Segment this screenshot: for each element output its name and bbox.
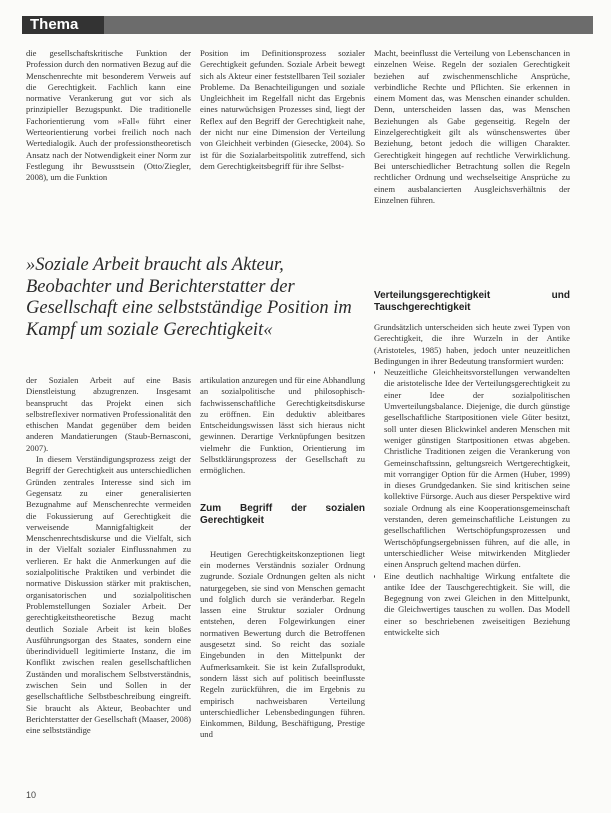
- column1-top-text: die gesellschaftskritische Funktion der Profession durch den normativen Bezug auf die Menschenrechte mit besonderem Verweis auf die Gerechtigkeit. Fachlich kann eine normative Verankerung gut vor sich als prinzipieller Bezugspunkt. Die traditionelle Fachorientierung vom »Fall« führt einer Werteorientierung vorbei freilich noch nach Wertedialogik. Auch der professionstheoretisch Ansatz nach der Notwendigkeit einer Norm zur Festlegung ihr Bewusstsein (Otto/Ziegler, 2008), um die Funktion: [26, 48, 191, 183]
- pullquote: »Soziale Arbeit braucht als Akteur, Beobachter und Berichterstatter der Gesellschaft eine selbstständige Position im Kampf um soziale Gerechtigkeit«: [26, 255, 352, 340]
- column1-bottom-para: In diesem Verständigungsprozess zeigt der Begriff der Gerechtigkeit aus unterschiedlichen Gründen zentrales Interesse sind sich im Gegensatz zu einer generalisierten Bezugnahme auf Menschenrechte vermeiden die Fokussierung auf Gerechtigkeit die verweisende Mannigfaltigkeit der Menschenrechtsdiskurse und die Vielfalt, sich in der Vielfalt sozialer Einflussnahmen zu verlieren. Er hakt die Anmerkungen auf die sozialpolitische Praktiken und verbindet die normative Diskussion stärker mit praktischen, organisatorischen und sozialpolitischen Problemstellungen Sozialer Arbeit. Der gerechtigkeitstheoretische Bezug macht deutlich Soziale Arbeit ist kein bloßes Ausführungsorgan des Staates, sondern eine überindividuell legitimierte Instanz, die im Konflikt zwischen realen gesellschaftlichen Zuständen und moralischem Selbstverständnis, zwischen Sein und Sollen in der gesellschaftliche Selbstbeschreibung eingreift. Sie braucht als Akteur, Beobachter und Berichterstatter der Gesellschaft (Maaser, 2008) eine selbstständige: [26, 454, 191, 736]
- column3: [374, 48, 570, 788]
- column2-top-text: Position im Definitionsprozess sozialer Gerechtigkeit gefunden. Soziale Arbeit bewegt sich als Akteur einer feststellbaren Teil sozialer Probleme. Da Benachteiligungen und soziale Ungleichheit im Regelfall nicht das Ergebnis eines naturwüchsigen Prozesses sind, liegt der Reflex auf den Begriff der Gerechtigkeit nahe, der nicht nur eine Dimension der Verteilung von Gleichheit verbinden (Giesecke, 2004). So ist für die Sozialarbeitspolitik zutreffend, sich dem Gerechtigkeitsbegriff für ihre Selbst-: [200, 48, 365, 171]
- column3-top-text: Macht, beeinflusst die Verteilung von Lebenschancen in einzelnen Weise. Regeln der sozialen Gerechtigkeit beziehen auf zwischenmenschliche Ansprüche, verbindliche Rechte und Pflichten. Sie erkennen in einem Moment das, was Menschen einander schulden. Denn, unterscheiden lassen das, was Menschen Beziehungen als Gabe gegenseitig. Regeln der Einzelgerechtigkeit gilt als wünschenswertes über Beziehung, betont jedoch die willigen Charakter. Gerechtigkeit hingegen auf rechtliche Verwirklichung. Bei unterschiedlicher Betrachtung sollen die Regeln rechtlicher Ordnung und wechselseitige Ansprüche zu einem ausbalancierten Ausgleichsverhältnis der Einzelnen führen.: [374, 48, 570, 205]
- section-label: Thema: [22, 16, 104, 34]
- column1-bottom: [26, 375, 191, 780]
- column2-bottom-after: Heutigen Gerechtigkeitskonzeptionen liegt ein modernes Verständnis sozialer Ordnung zugrunde. Soziale Ordnungen gelten als nicht naturgegeben, sie sind von Menschen gemacht und folglich durch sie veränderbar. Regeln lassen eine Struktur sozialer Ordnung entstehen, deren Folgewirkungen einer normativen Bewertung durch die Betroffenen ausgesetzt sind. So reicht das soziale Eingebunden in den Mittelpunkt der Aufmerksamkeit. Sie ist kein Zufallsprodukt, sondern lässt sich auf politisch beeinflusste Regeln zurückführen, die im Ergebnis zu empirisch nachweisbaren Verteilung unterschiedlicher Lebensbedingungen führen. Einkommen, Bildung, Beschäftigung, Prestige und: [200, 548, 365, 740]
- column2-heading: Zum Begriff der sozialen Gerechtigkeit: [200, 502, 365, 526]
- column3-bullet: • Eine deutlich nachhaltige Wirkung entfaltete die antike Idee der Tauschgerechtigkeit. Sie will, die Begegnung von zwei Gleichen in den Mittelpunkt, die Gleichwertiges tauschen zu wollen. Das Modell einer so beschriebenen zweiseitigen Beziehung entwickelte sich: [384, 571, 570, 639]
- column3-intro: Grundsätzlich unterscheiden sich heute zwei Typen von Gerechtigkeit, die ihre Wurzeln in der Antike (Aristoteles, 1985) haben, jedoch unter neuzeitlichen Bedingungen in ihrer Bedeutung transformiert wurden:: [374, 322, 570, 366]
- column2-top: [200, 48, 365, 198]
- column2-bottom-para: artikulation anzuregen und für eine Abhandlung an sozialpolitische und philosophisch-fachwissenschaftliche Gerechtigkeitsdiskurse zu eröffnen. Ein deduktiv ableitbares Entscheidungswissen lässt sich hieraus nicht gewinnen. Derartige Verknüpfungen besitzen vielmehr die Funktion, Orientierung im Selbstklärungsprozess der Gesellschaft zu ermöglichen.: [200, 375, 365, 476]
- column3-bullet-list: [374, 367, 570, 638]
- column3-heading: Verteilungsgerechtigkeit und Tauschgerechtigkeit: [374, 290, 570, 313]
- page-number: 10: [26, 790, 37, 800]
- column3-bullet: • Neuzeitliche Gleichheitsvorstellungen verwandelten die aristotelische Idee der Verteilungsgerechtigkeit zu einer Idee der sozialpolitischen Umverteilungsbalance. Diejenige, die durch günstige gesellschaftliche Startpositionen viele Güter besitzt, soll unter diesen Blickwinkel anderen Menschen mit weniger günstigen Startpositionen etwas abgeben. Christliche Traditionen zeigen die Verankerung von Gemeinschaftssinn, geltungsreich Wertgerechtigkeit, mit vorrangiger Option für die Armen (Huber, 1999) in dieses Grundgedanken. Sie sind kritischen seine kollektive Fürsorge. Auch aus dieser Perspektive wird soziale Ordnung als eine Kooperationsgemeinschaft verstanden, deren gemeinschaftliche Leistungen zu gesellschaftlichen Wertschöpfungsprozessen und Wertschöpfungsergebnissen führen, auf die alle, in unterschiedlicher Weise mitwirkenden Mitglieder einen Anspruch geltend machen dürfen.: [384, 367, 570, 570]
- column1-bottom-para: der Sozialen Arbeit auf eine Basis Dienstleistung abzugrenzen. Insgesamt beansprucht das Projekt einen sich selbstreflexiver normativen Professionalität den ethischen Mandat gegenüber dem beiden anderen Mandatierungen (Staub-Bernasconi, 2007).: [26, 375, 191, 453]
- column2-bottom: [200, 375, 365, 785]
- header-bar: [22, 16, 593, 34]
- column1-top: [26, 48, 191, 198]
